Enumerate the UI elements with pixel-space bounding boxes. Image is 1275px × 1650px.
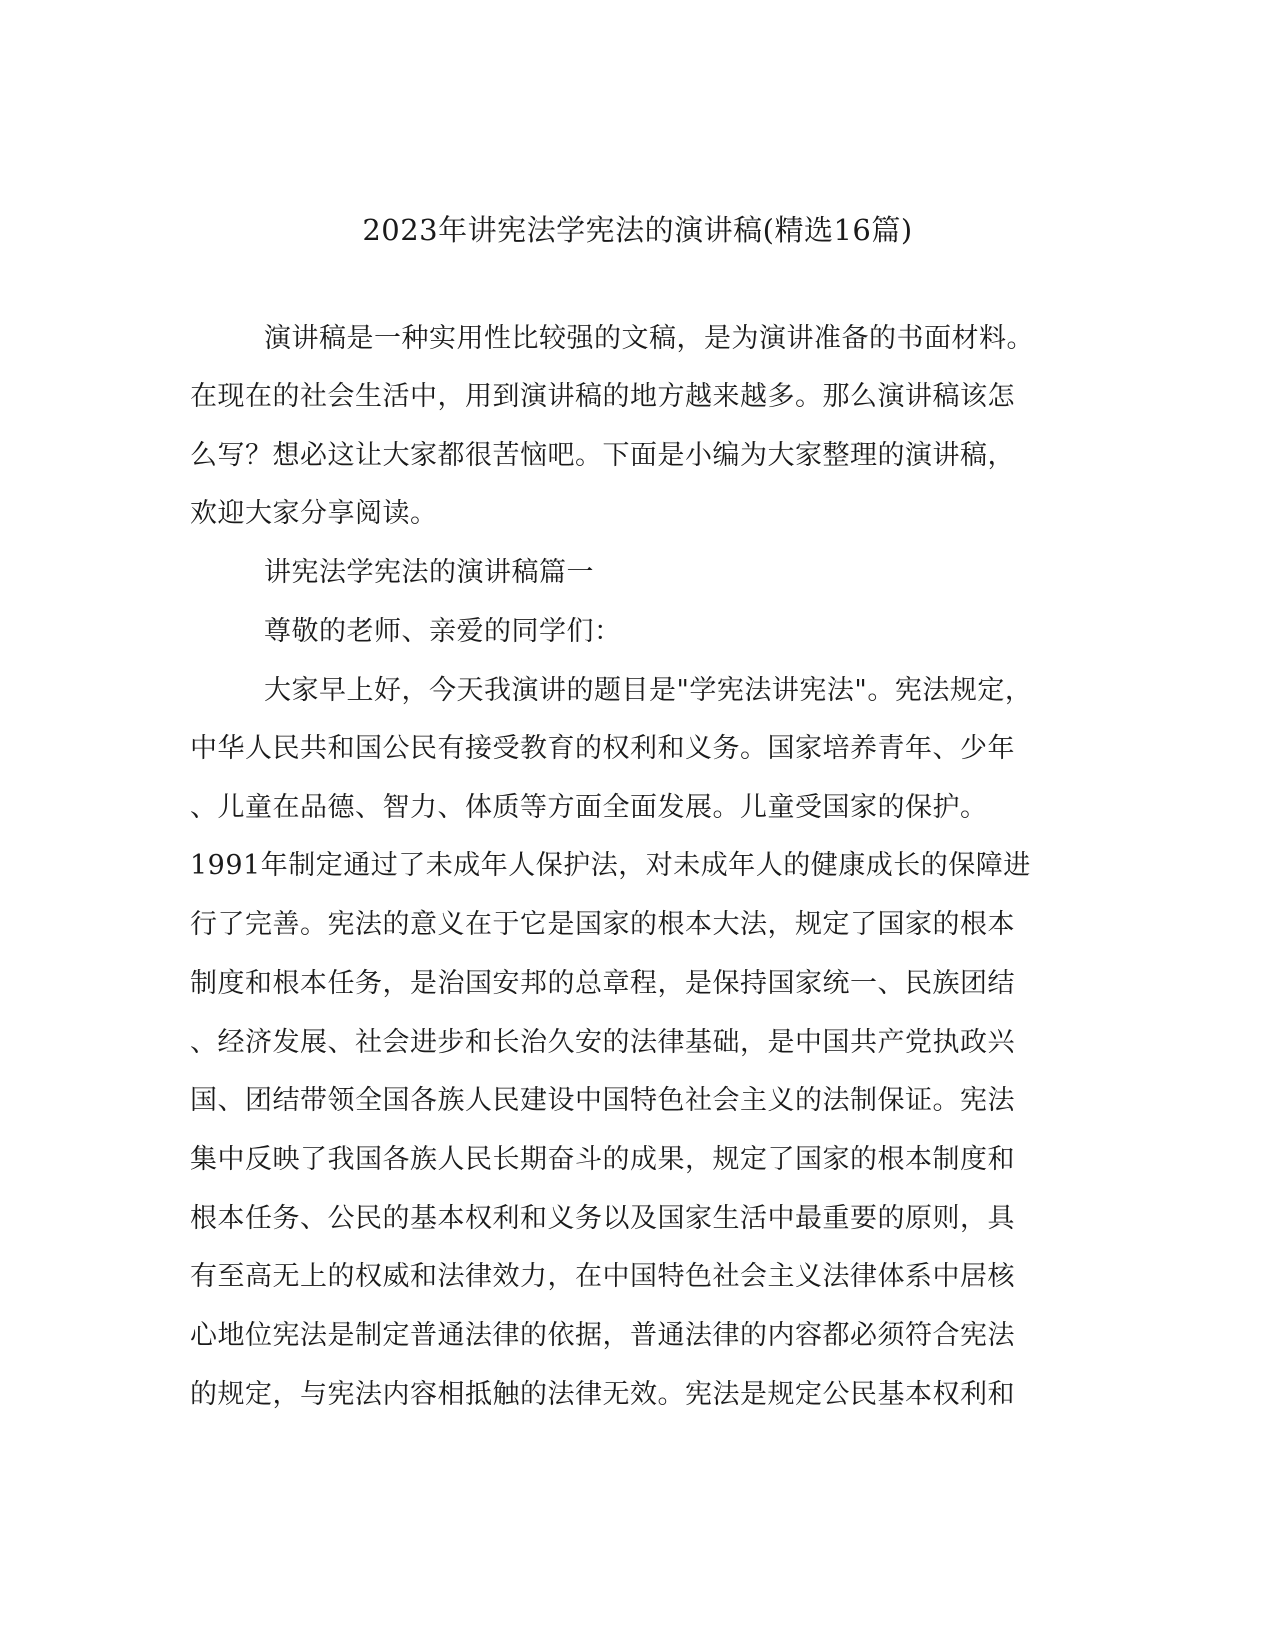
body-line-10: 1991年制定通过了未成年人保护法，对未成年人的健康成长的保障进	[190, 850, 1031, 881]
body-line-15: 集中反映了我国各族人民长期奋斗的成果，规定了国家的根本制度和	[190, 1144, 1015, 1175]
body-line-12: 制度和根本任务，是治国安邦的总章程，是保持国家统一、民族团结	[190, 968, 1015, 999]
body-line-18: 心地位宪法是制定普通法律的依据，普通法律的内容都必须符合宪法	[190, 1320, 1015, 1351]
body-line-14: 国、团结带领全国各族人民建设中国特色社会主义的法制保证。宪法	[190, 1085, 1015, 1116]
body-line-19: 的规定，与宪法内容相抵触的法律无效。宪法是规定公民基本权利和	[190, 1379, 1015, 1410]
body-line-7: 大家早上好，今天我演讲的题目是"学宪法讲宪法"。宪法规定，	[264, 675, 1033, 706]
body-line-3: 么写？想必这让大家都很苦恼吧。下面是小编为大家整理的演讲稿，	[190, 440, 1015, 471]
body-line-2: 在现在的社会生活中，用到演讲稿的地方越来越多。那么演讲稿该怎	[190, 381, 1015, 412]
salutation: 尊敬的老师、亲爱的同学们：	[264, 616, 622, 647]
body-line-1: 演讲稿是一种实用性比较强的文稿，是为演讲准备的书面材料。	[264, 323, 1034, 354]
body-line-17: 有至高无上的权威和法律效力，在中国特色社会主义法律体系中居核	[190, 1261, 1015, 1292]
body-line-8: 中华人民共和国公民有接受教育的权利和义务。国家培养青年、少年	[190, 733, 1015, 764]
document-title: 2023年讲宪法学宪法的演讲稿(精选16篇)	[362, 213, 913, 247]
section-heading: 讲宪法学宪法的演讲稿篇一	[264, 557, 594, 588]
body-line-13: 、经济发展、社会进步和长治久安的法律基础，是中国共产党执政兴	[190, 1027, 1015, 1058]
body-line-16: 根本任务、公民的基本权利和义务以及国家生活中最重要的原则，具	[190, 1203, 1015, 1234]
body-line-4: 欢迎大家分享阅读。	[190, 498, 438, 529]
body-line-11: 行了完善。宪法的意义在于它是国家的根本大法，规定了国家的根本	[190, 909, 1015, 940]
body-line-9: 、儿童在品德、智力、体质等方面全面发展。儿童受国家的保护。	[190, 792, 988, 823]
